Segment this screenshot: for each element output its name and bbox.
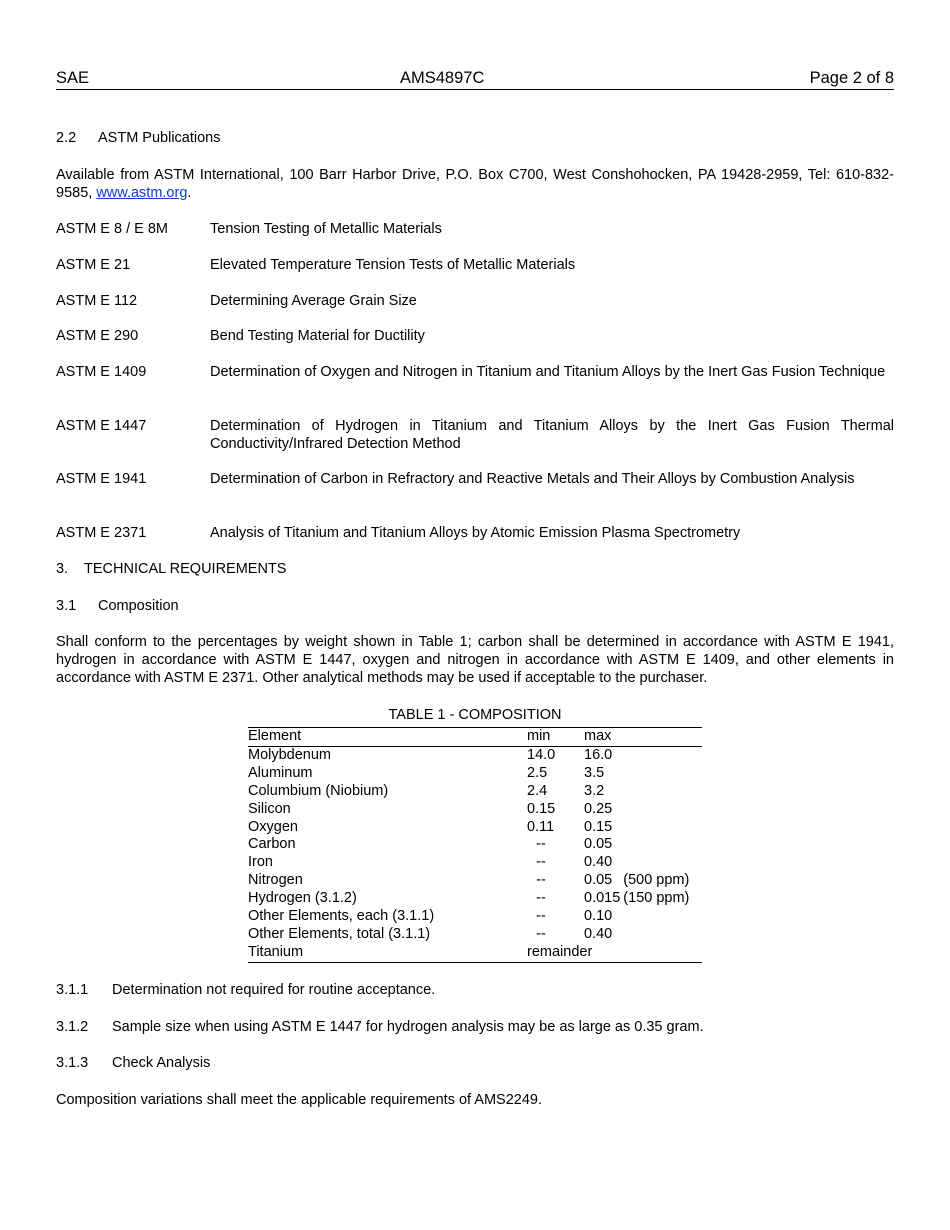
reference-code: ASTM E 8 / E 8M xyxy=(56,221,168,237)
max-value: 0.015 xyxy=(584,890,621,907)
table-row xyxy=(248,944,702,962)
max-cell: 0.25 xyxy=(584,800,613,817)
header-page-number: Page 2 of 8 xyxy=(809,69,894,87)
min-cell: 0.11 xyxy=(527,818,555,835)
element-cell: Oxygen xyxy=(248,818,298,835)
table-row xyxy=(248,854,702,872)
reference-title: Determination of Oxygen and Nitrogen in Titanium and Titanium Alloys by the Inert Gas Fusion Technique xyxy=(210,364,886,380)
min-cell xyxy=(527,854,584,872)
section-number: 3. xyxy=(56,561,69,577)
section-3-heading xyxy=(56,560,894,578)
section-3-1-3-text: Composition variations shall meet the applicable requirements of AMS2249. xyxy=(56,1092,543,1108)
astm-website-link[interactable]: www.astm.org xyxy=(96,185,188,201)
reference-code: ASTM E 21 xyxy=(56,257,131,273)
max-value: 0.05 xyxy=(584,872,613,889)
table-row xyxy=(248,872,702,890)
min-cell: 2.4 xyxy=(527,782,548,799)
section-title: ASTM Publications xyxy=(98,130,221,146)
min-cell xyxy=(527,872,584,890)
max-cell: 0.40 xyxy=(584,854,613,871)
min-value: -- xyxy=(536,925,546,942)
element-cell: Molybdenum xyxy=(248,746,332,763)
section-title: Composition xyxy=(98,598,179,614)
min-cell: 2.5 xyxy=(527,764,548,781)
page-header xyxy=(56,69,894,90)
reference-title: Determination of Hydrogen in Titanium and Titanium Alloys by the Inert Gas Fusion Thermal Conductivity/Infrared Detection Method xyxy=(210,418,894,452)
ppm-value: (500 ppm) xyxy=(623,872,690,889)
min-value: -- xyxy=(536,890,546,907)
min-cell: 14.0 xyxy=(527,746,556,763)
section-2-2-intro xyxy=(56,166,894,202)
section-number: 3.1.2 xyxy=(56,1019,89,1035)
table-row xyxy=(248,890,702,908)
header-doc-number: AMS4897C xyxy=(400,69,485,87)
element-cell: Hydrogen (3.1.2) xyxy=(248,890,357,907)
intro-end: . xyxy=(187,185,192,201)
max-cell: 16.0 xyxy=(584,746,613,763)
reference-code: ASTM E 1447 xyxy=(56,418,147,434)
column-header-element: Element xyxy=(248,728,302,744)
table-row xyxy=(248,836,702,854)
section-2-2-heading xyxy=(56,129,894,147)
min-cell: 0.15 xyxy=(527,800,556,817)
table-row xyxy=(248,746,702,764)
composition-table xyxy=(248,727,702,963)
element-cell: Silicon xyxy=(248,800,291,817)
section-3-1-text: Shall conform to the percentages by weight shown in Table 1; carbon shall be determined in accordance with ASTM E 1941, hydrogen in accordance with ASTM E 1447, oxygen and nitrogen in accordance with ASTM E 1409, and other elements in accordance with ASTM E 2371. Other analytical methods may be used if acceptable to the purchaser. xyxy=(56,634,894,686)
column-header-min: min xyxy=(527,728,551,744)
reference-title: Tension Testing of Metallic Materials xyxy=(210,221,442,237)
max-cell xyxy=(584,890,702,908)
section-text: Sample size when using ASTM E 1447 for hydrogen analysis may be as large as 0.35 gram. xyxy=(112,1019,704,1035)
table-row xyxy=(248,926,702,944)
ppm-value: (150 ppm) xyxy=(623,890,690,907)
section-3-1-heading xyxy=(56,597,894,615)
section-text: Determination not required for routine acceptance. xyxy=(112,982,436,998)
header-org: SAE xyxy=(56,69,90,87)
section-3-1-2 xyxy=(56,1018,894,1036)
reference-title: Bend Testing Material for Ductility xyxy=(210,328,425,344)
reference-title: Elevated Temperature Tension Tests of Metallic Materials xyxy=(210,257,576,273)
remainder-cell: remainder xyxy=(527,943,593,960)
reference-code: ASTM E 1941 xyxy=(56,471,147,487)
min-cell xyxy=(527,836,584,854)
min-cell xyxy=(527,908,584,926)
section-number: 3.1 xyxy=(56,598,77,614)
table-row xyxy=(248,765,702,783)
max-cell: 3.2 xyxy=(584,782,605,799)
section-title: TECHNICAL REQUIREMENTS xyxy=(84,561,287,577)
reference-code: ASTM E 112 xyxy=(56,293,138,309)
element-cell: Titanium xyxy=(248,943,304,960)
section-title: Check Analysis xyxy=(112,1055,211,1071)
element-cell: Nitrogen xyxy=(248,872,303,889)
table-caption: TABLE 1 - COMPOSITION xyxy=(388,707,562,723)
min-value: -- xyxy=(536,854,546,871)
table-row xyxy=(248,908,702,926)
table-header-row xyxy=(248,728,702,747)
reference-title: Determination of Carbon in Refractory and Reactive Metals and Their Alloys by Combustion Analysis xyxy=(210,471,855,487)
section-3-1-1 xyxy=(56,981,894,999)
max-cell: 0.10 xyxy=(584,908,613,925)
max-cell: 0.05 xyxy=(584,836,613,853)
section-number: 2.2 xyxy=(56,130,77,146)
element-cell: Aluminum xyxy=(248,764,313,781)
element-cell: Iron xyxy=(248,854,273,871)
reference-code: ASTM E 1409 xyxy=(56,364,147,380)
intro-text: Available from ASTM International, 100 Barr Harbor Drive, P.O. Box C700, West Conshohocken, PA 19428-2959, Tel: 610-832-9585, xyxy=(56,167,894,201)
element-cell: Other Elements, each (3.1.1) xyxy=(248,908,435,925)
table-row xyxy=(248,783,702,801)
table-row xyxy=(248,801,702,819)
min-cell xyxy=(527,890,584,908)
reference-code: ASTM E 2371 xyxy=(56,525,147,541)
min-cell xyxy=(527,926,584,944)
reference-title: Determining Average Grain Size xyxy=(210,293,417,309)
reference-code: ASTM E 290 xyxy=(56,328,139,344)
section-number: 3.1.3 xyxy=(56,1055,89,1071)
section-number: 3.1.1 xyxy=(56,982,89,998)
section-3-1-3-heading xyxy=(56,1054,894,1072)
min-value: -- xyxy=(536,908,546,925)
max-cell: 3.5 xyxy=(584,764,605,781)
table-row xyxy=(248,819,702,837)
max-cell: 0.40 xyxy=(584,925,613,942)
max-cell xyxy=(584,872,702,890)
min-value: -- xyxy=(536,872,546,889)
element-cell: Columbium (Niobium) xyxy=(248,782,389,799)
reference-title: Analysis of Titanium and Titanium Alloys by Atomic Emission Plasma Spectrometry xyxy=(210,525,741,541)
max-cell: 0.15 xyxy=(584,818,613,835)
min-value: -- xyxy=(536,836,546,853)
column-header-max: max xyxy=(584,728,612,744)
element-cell: Other Elements, total (3.1.1) xyxy=(248,925,431,942)
element-cell: Carbon xyxy=(248,836,296,853)
